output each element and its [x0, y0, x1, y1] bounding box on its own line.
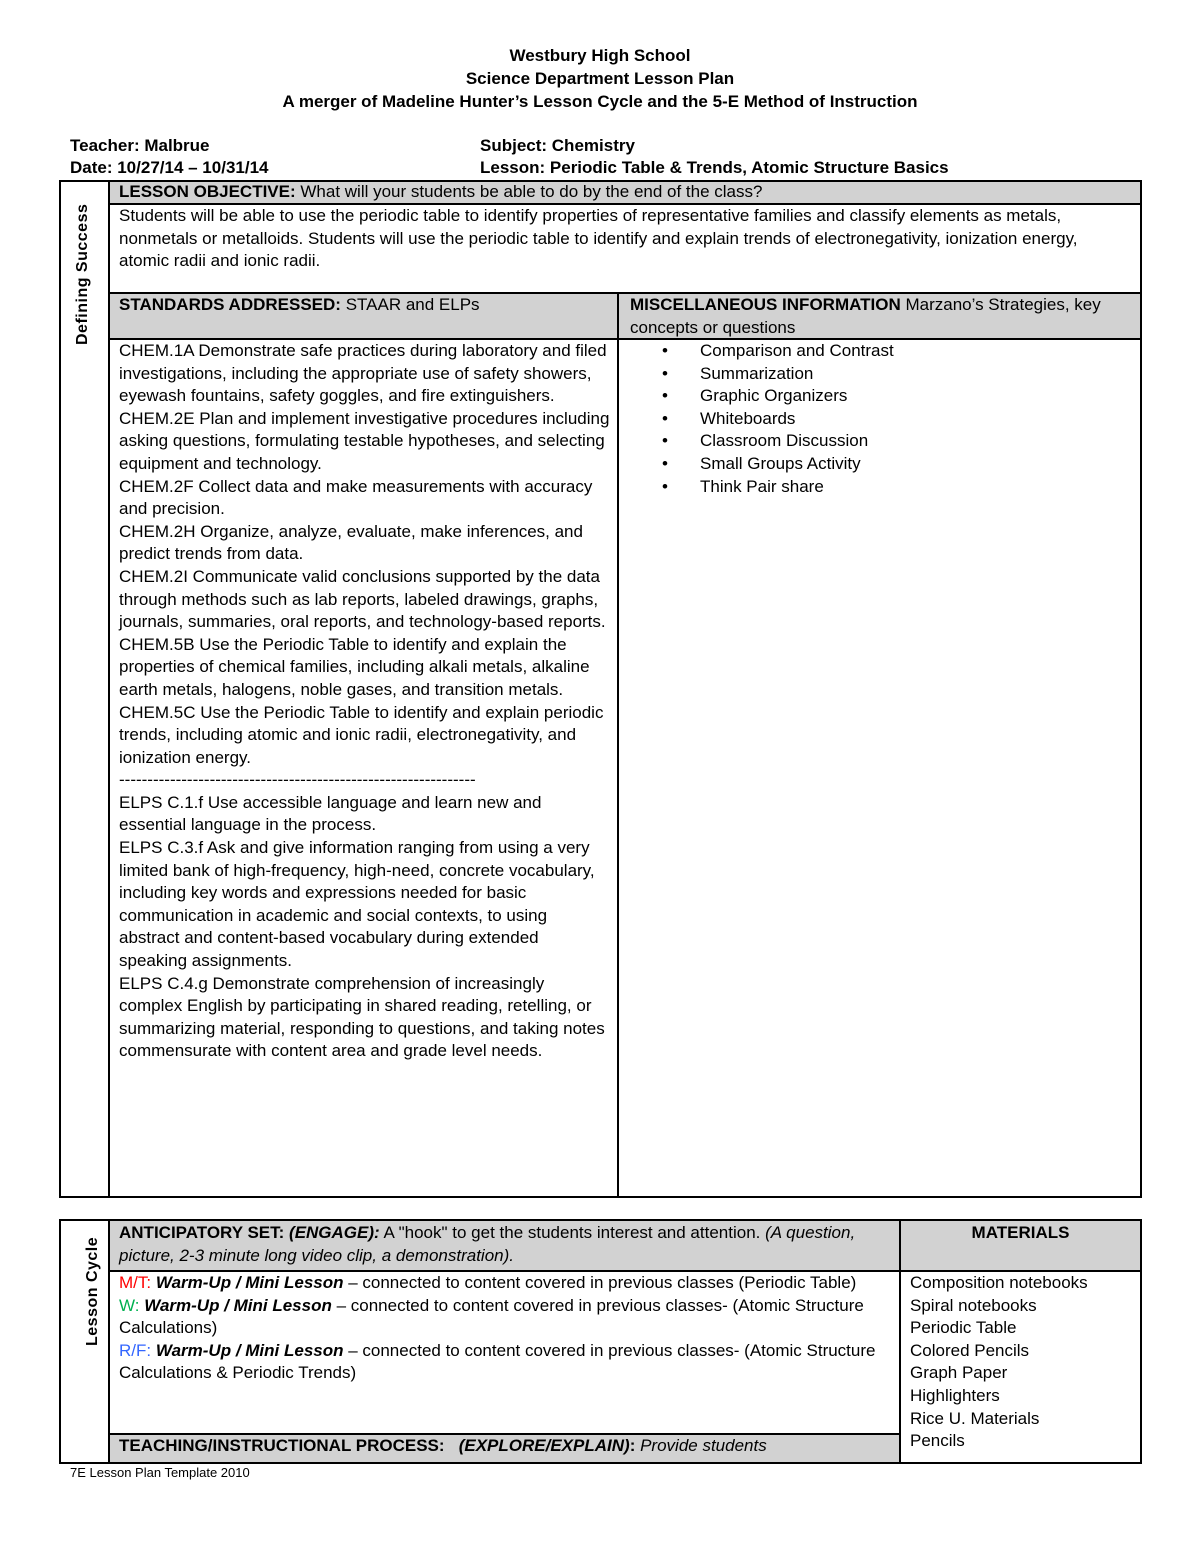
material-item: Colored Pencils: [910, 1340, 1030, 1360]
material-item: Graph Paper: [910, 1363, 1008, 1383]
material-item: Highlighters: [910, 1385, 1000, 1405]
standard-item: CHEM.2I Communicate valid conclusions supported by the data through methods such as lab reports, labeled drawings, graphs, journals, summaries, oral reports, and technology-based reports.: [119, 566, 606, 632]
strategy-item: • Graphic Organizers: [618, 385, 1133, 408]
material-item: Spiral notebooks: [910, 1295, 1037, 1315]
warmup-title: Warm-Up / Mini Lesson: [155, 1273, 344, 1292]
warmup-list: [119, 1272, 889, 1385]
teaching-text: Provide students: [635, 1436, 767, 1455]
standards-list: [119, 340, 611, 1063]
material-item: Pencils: [910, 1431, 965, 1451]
objective-text: Students will be able to use the periodic table to identify properties of representative families and classify elements as metals, nonmetals or metalloids. Students will use the periodic table to identify and explain trends of electronegativity, ionization energy, atomic radii and ionic radii.: [119, 206, 1078, 271]
misc-list: [618, 340, 1133, 498]
standard-item: CHEM.2F Collect data and make measurements with accuracy and precision.: [119, 476, 593, 519]
strategy-item: • Think Pair share: [618, 476, 1133, 499]
material-item: Rice U. Materials: [910, 1408, 1040, 1428]
strategy-item: • Comparison and Contrast: [618, 340, 1133, 363]
elps-item: ELPS C.3.f Ask and give information ranging from using a very limited bank of high-frequency, high-need, concrete vocabulary, including key words and expressions needed for basic communication in academic and social contexts, to using abstract and content-based vocabulary during extended speaking assignments.: [119, 838, 595, 971]
teaching-colon: :: [629, 1436, 636, 1455]
objective-header: [119, 181, 1134, 204]
objective-label: LESSON OBJECTIVE:: [119, 182, 296, 201]
misc-sub: Marzano’s Strategies, key concepts or questions: [630, 295, 1101, 337]
standard-item: CHEM.1A Demonstrate safe practices during laboratory and filed investigations, including the appropriate use of safety showers, eyewash fountains, safety goggles, and fire extinguishers.: [119, 341, 607, 406]
teaching-phase: (EXPLORE/EXPLAIN): [458, 1436, 630, 1455]
standard-item: CHEM.5C Use the Periodic Table to identify and explain periodic trends, including atomic and ionic radii, electronegativity, and ionization energy.: [119, 702, 604, 767]
standards-header: [119, 294, 609, 317]
strategy-item: • Small Groups Activity: [618, 453, 1133, 476]
template-footer: 7E Lesson Plan Template 2010: [70, 1465, 250, 1480]
elps-item: ELPS C.4.g Demonstrate comprehension of increasingly complex English by participating in shared reading, retelling, or summarizing material, responding to questions, and taking notes commensurate with content area and grade level needs.: [119, 973, 605, 1061]
warmup-entry-rf: [119, 1340, 889, 1385]
objective-prompt: What will your students be able to do by the end of the class?: [295, 182, 763, 201]
plan-subtitle: A merger of Madeline Hunter’s Lesson Cycle and the 5-E Method of Instruction: [282, 92, 918, 111]
engage-label: (ENGAGE):: [289, 1223, 380, 1242]
materials-header: [901, 1222, 1140, 1245]
material-item: Periodic Table: [910, 1318, 1017, 1338]
standards-divider: ---------------------------------------------------------------: [119, 770, 476, 790]
standard-item: CHEM.5B Use the Periodic Table to identify and explain the properties of chemical families, including alkali metals, alkaline earth metals, halogens, noble gases, and transition metals.: [119, 634, 590, 699]
lesson-cycle-label: Lesson Cycle: [84, 1236, 101, 1346]
warmup-desc: – connected to content covered in previous classes (Periodic Table): [343, 1273, 857, 1292]
day-label: R/F:: [119, 1340, 152, 1360]
anticipatory-header: [119, 1222, 895, 1267]
material-item: Composition notebooks: [910, 1273, 1088, 1292]
warmup-desc: – connected to content covered in previous classes- (Atomic Structure Calculations): [119, 1295, 864, 1338]
materials-list: [910, 1272, 1138, 1453]
date-field: Date: 10/27/14 – 10/31/14: [70, 158, 269, 177]
standard-item: CHEM.2H Organize, analyze, evaluate, make inferences, and predict trends from data.: [119, 521, 583, 564]
strategy-item: • Summarization: [618, 363, 1133, 386]
warmup-title: Warm-Up / Mini Lesson: [144, 1295, 332, 1315]
standard-item: CHEM.2E Plan and implement investigative procedures including asking questions, formulating testable hypotheses, and selecting equipment and technology.: [119, 408, 610, 473]
anticipatory-text: A "hook" to get the students interest and attention.: [379, 1223, 766, 1242]
subject-field: Subject: Chemistry: [480, 136, 635, 155]
teacher-field: Teacher: Malbrue: [70, 136, 210, 155]
standards-sub: STAAR and ELPs: [340, 295, 480, 314]
warmup-desc: – connected to content covered in previous classes- (Atomic Structure Calculations & Periodic Trends): [119, 1340, 876, 1383]
anticipatory-label: ANTICIPATORY SET:: [119, 1223, 285, 1242]
day-label: M/T:: [119, 1273, 152, 1292]
school-name: Westbury High School: [509, 46, 691, 65]
materials-label: MATERIALS: [971, 1223, 1070, 1242]
warmup-entry-w: [119, 1295, 889, 1340]
teaching-header: [119, 1435, 895, 1458]
misc-label: MISCELLANEOUS INFORMATION: [630, 295, 901, 314]
strategy-item: • Whiteboards: [618, 408, 1133, 431]
defining-success-label: Defining Success: [74, 203, 91, 345]
warmup-entry-mt: [119, 1272, 889, 1295]
standards-label: STANDARDS ADDRESSED:: [119, 295, 341, 314]
anticipatory-example: (A question, picture, 2-3 minute long video clip, a demonstration).: [119, 1223, 856, 1265]
elps-item: ELPS C.1.f Use accessible language and learn new and essential language in the process.: [119, 792, 542, 835]
misc-header: [630, 294, 1130, 339]
strategy-item: • Classroom Discussion: [618, 430, 1133, 453]
day-label: W:: [119, 1295, 140, 1315]
teaching-label: TEACHING/INSTRUCTIONAL PROCESS:: [119, 1436, 445, 1455]
warmup-title: Warm-Up / Mini Lesson: [155, 1340, 344, 1360]
lesson-field: Lesson: Periodic Table & Trends, Atomic Structure Basics: [480, 158, 949, 177]
department-title: Science Department Lesson Plan: [465, 69, 735, 88]
